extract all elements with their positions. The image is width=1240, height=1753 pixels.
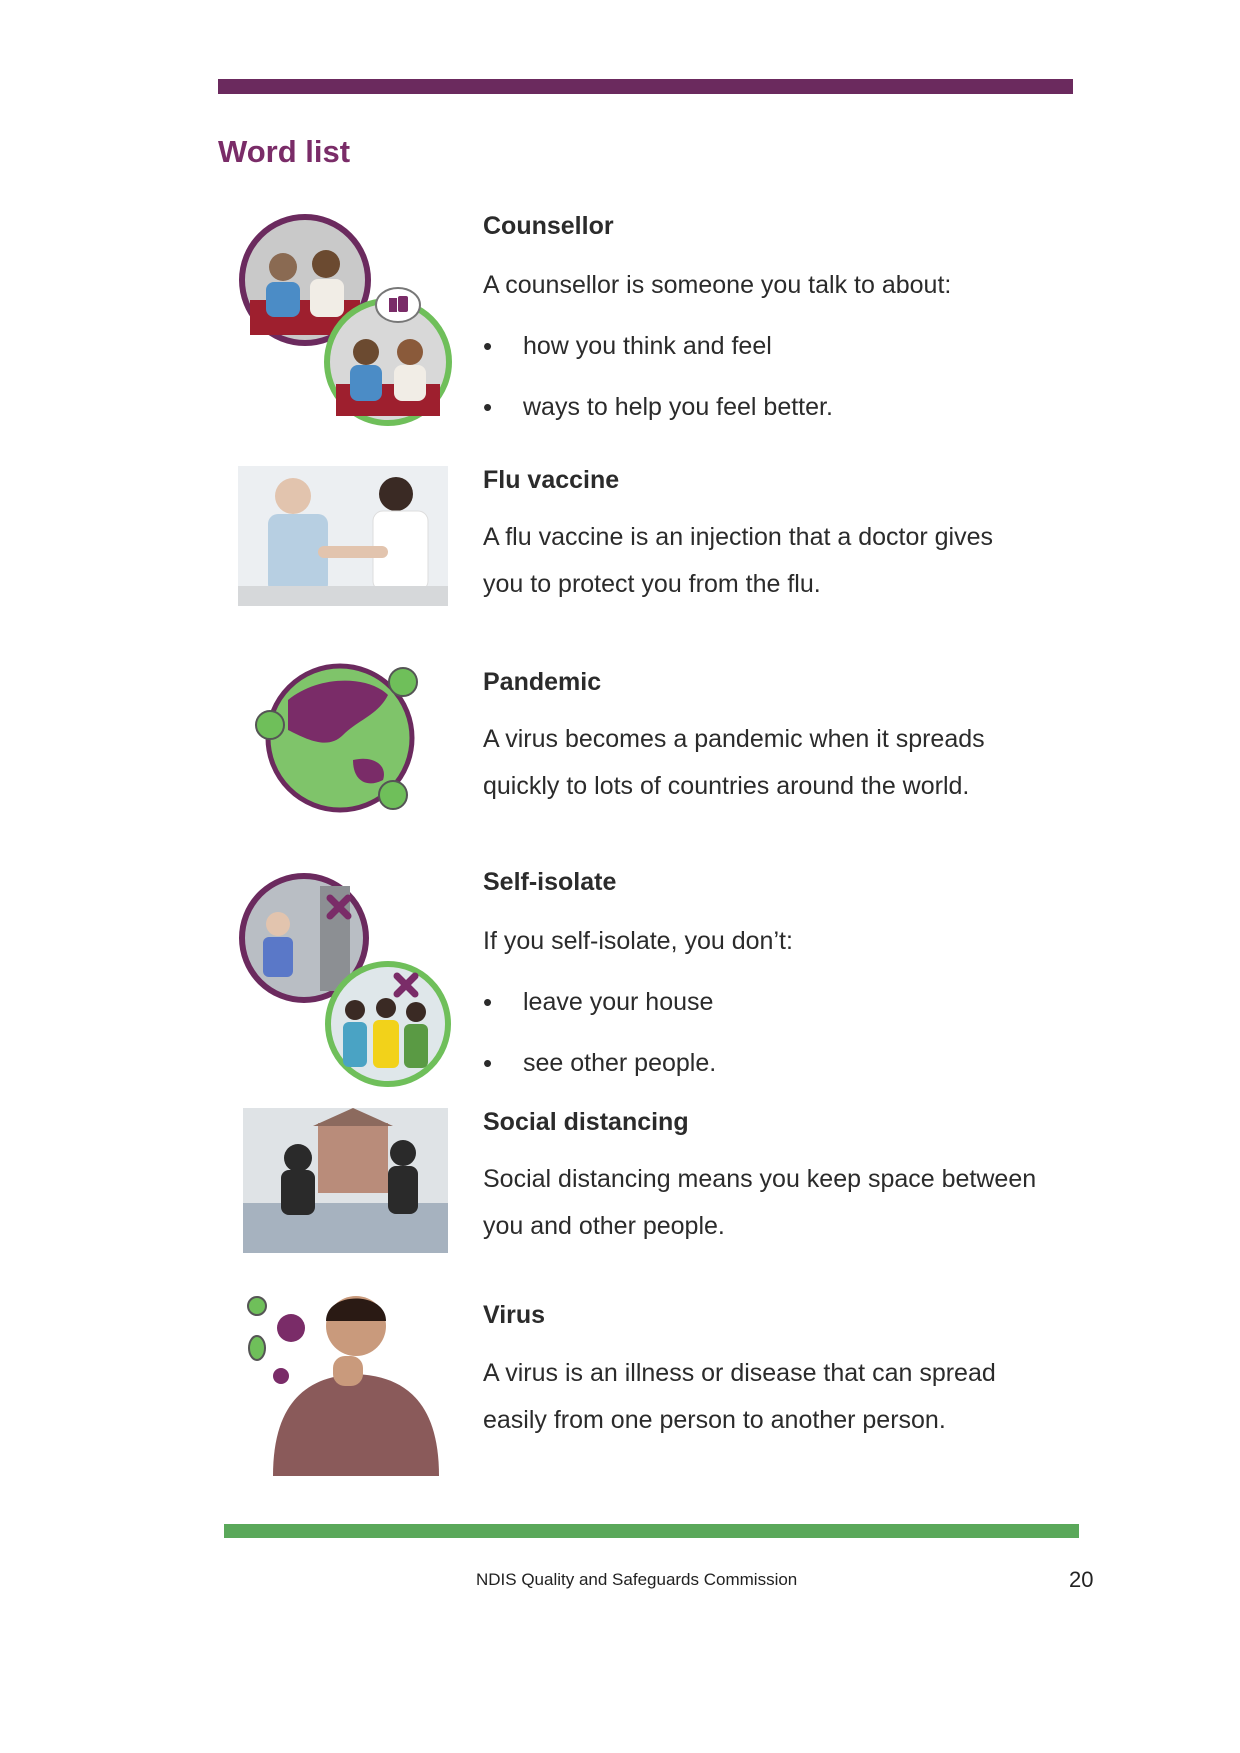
- definition-intro: If you self-isolate, you don’t:: [483, 927, 793, 955]
- bullet-item: • how you think and feel: [483, 323, 1083, 370]
- definition-line: A virus is an illness or disease that can spread: [483, 1359, 996, 1387]
- bottom-divider-bar: [224, 1524, 1079, 1538]
- definition-line: quickly to lots of countries around the world.: [483, 772, 970, 800]
- definition-bullets: [483, 323, 1083, 431]
- definition-line: Social distancing means you keep space between: [483, 1165, 1037, 1193]
- virus-cough-illustration-icon: [243, 1286, 443, 1476]
- definition-line: you to protect you from the flu.: [483, 570, 821, 598]
- term-counsellor: Counsellor: [483, 212, 614, 240]
- social-distancing-photo-icon: [243, 1108, 448, 1253]
- flu-vaccine-photo-icon: [238, 466, 448, 606]
- term-pandemic: Pandemic: [483, 668, 602, 696]
- page-title: Word list: [218, 134, 351, 169]
- definition-line: easily from one person to another person.: [483, 1406, 946, 1434]
- term-virus: Virus: [483, 1301, 546, 1329]
- top-divider-bar: [218, 79, 1073, 94]
- definition-pandemic: [483, 716, 1083, 810]
- definition-intro: A counsellor is someone you talk to about:: [483, 271, 952, 299]
- definition-bullets: [483, 979, 1083, 1087]
- self-isolate-illustration-icon: [238, 872, 453, 1087]
- term-self-isolate: Self-isolate: [483, 868, 617, 896]
- definition-social-distancing: [483, 1156, 1083, 1250]
- bullet-item: • leave your house: [483, 979, 1083, 1026]
- footer-organisation: NDIS Quality and Safeguards Commission: [476, 1570, 798, 1589]
- globe-virus-illustration-icon: [248, 660, 428, 820]
- page-number: 20: [1069, 1567, 1094, 1592]
- definition-flu-vaccine: [483, 514, 1083, 608]
- term-social-distancing: Social distancing: [483, 1108, 689, 1136]
- definition-virus: [483, 1350, 1083, 1444]
- definition-line: you and other people.: [483, 1212, 725, 1240]
- definition-line: A virus becomes a pandemic when it spreads: [483, 725, 985, 753]
- definition-line: A flu vaccine is an injection that a doctor gives: [483, 523, 994, 551]
- counsellor-illustration-icon: [238, 212, 453, 427]
- definition-counsellor: [483, 262, 1083, 431]
- term-flu-vaccine: Flu vaccine: [483, 466, 620, 494]
- definition-self-isolate: [483, 918, 1083, 1087]
- bullet-item: • see other people.: [483, 1040, 1083, 1087]
- bullet-item: • ways to help you feel better.: [483, 384, 1083, 431]
